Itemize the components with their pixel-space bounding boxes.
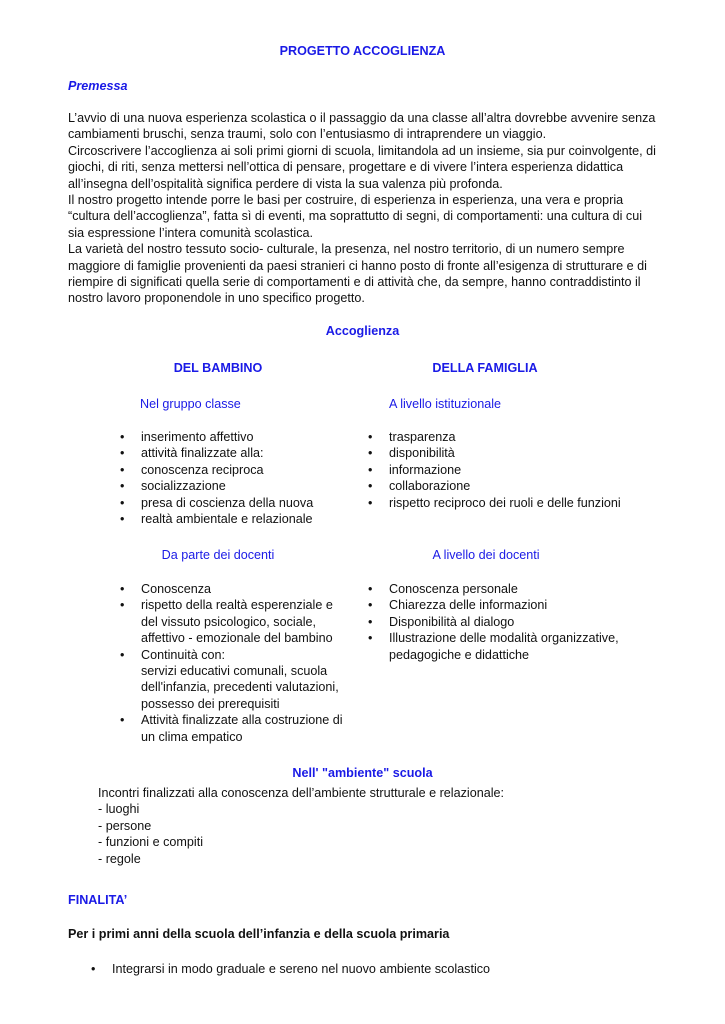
list-item: • attività finalizzate alla: xyxy=(119,445,359,461)
list-item xyxy=(367,581,667,597)
list-item xyxy=(367,614,667,630)
list-item-line: dell'infanzia, precedenti valutazioni, xyxy=(141,680,339,695)
da-parte-docenti-title: Da parte dei docenti xyxy=(161,548,275,562)
premessa-line: La varietà del nostro tessuto socio- culturale, la presenza, nel nostro territorio, di un numero sempre xyxy=(68,242,625,257)
ambiente-intro: Incontri finalizzati alla conoscenza dell’ambiente strutturale e relazionale: xyxy=(98,786,505,800)
list-item: • rispetto reciproco dei ruoli e delle funzioni xyxy=(367,495,667,511)
list-item-line: • Conoscenza personale xyxy=(389,582,518,596)
list-item-line: pedagogiche e didattiche xyxy=(389,647,530,662)
list-item: • collaborazione xyxy=(367,478,667,494)
list-item: • conoscenza reciproca xyxy=(119,462,359,478)
list-item-line: • Conoscenza xyxy=(141,582,212,596)
premessa-line: cambiamenti bruschi, senza traumi, solo con l’entusiasmo di intraprendere un viaggio. xyxy=(68,127,547,142)
finalita-list xyxy=(90,961,650,977)
livello-docenti-title: A livello dei docenti xyxy=(432,548,540,562)
list-item: • presa di coscienza della nuova xyxy=(119,495,359,511)
ambiente-item: - persone xyxy=(98,818,152,833)
list-item-line: affettivo - emozionale del bambino xyxy=(141,631,333,646)
finalita-subheading: Per i primi anni della scuola dell’infanzia e della scuola primaria xyxy=(68,927,450,941)
list-item: • Integrarsi in modo graduale e sereno nel nuovo ambiente scolastico xyxy=(90,961,650,977)
list-item xyxy=(367,630,667,663)
ambiente-item: - funzioni e compiti xyxy=(98,835,203,850)
list-item-line: servizi educativi comunali, scuola xyxy=(141,664,328,679)
list-item: • realtà ambientale e relazionale xyxy=(119,511,359,527)
famiglia-istituzionale-list xyxy=(367,429,667,511)
list-item-line: • Chiarezza delle informazioni xyxy=(389,598,548,613)
premessa-line: riempire di significati quella serie di comportamenti e di attività che, da sempre, hanno contraddistinto il xyxy=(68,275,641,290)
list-item xyxy=(119,647,359,713)
list-item xyxy=(119,597,359,646)
del-bambino-heading: DEL BAMBINO xyxy=(173,361,263,375)
list-item-line: • rispetto della realtà esperenziale e xyxy=(141,598,333,613)
premessa-line: nostro lavoro proponendole in uno specifico progetto. xyxy=(68,291,365,306)
nel-gruppo-classe-title: Nel gruppo classe xyxy=(140,397,241,411)
premessa-line: sia espressione l’intera comunità scolastica. xyxy=(68,225,313,240)
ambiente-item: - luoghi xyxy=(98,802,140,817)
list-item-line: possesso dei prerequisiti xyxy=(141,696,280,711)
list-item-line: • Continuità con: xyxy=(141,647,226,662)
premessa-line: all’insegna dell’ospitalità significa perdere di vista la sua valenza più profonda. xyxy=(68,176,503,191)
premessa-heading: Premessa xyxy=(68,79,128,93)
famiglia-docenti-list xyxy=(367,581,667,663)
finalita-heading: FINALITA’ xyxy=(68,893,128,907)
premessa-line: Il nostro progetto intende porre le basi per costruire, di esperienza in esperienza, una vera e propria xyxy=(68,193,624,208)
livello-istituzionale-title: A livello istituzionale xyxy=(389,397,502,411)
list-item: • informazione xyxy=(367,462,667,478)
list-item-line: del vissuto psicologico, sociale, xyxy=(141,614,317,629)
premessa-line: L’avvio di una nuova esperienza scolastica o il passaggio da una classe all’altra dovrebbe avvenire senza xyxy=(68,111,656,125)
list-item: • disponibilità xyxy=(367,445,667,461)
list-item-line: un clima empatico xyxy=(141,729,243,744)
premessa-line: giochi, di riti, senza mettersi nell’ottica di pensare, progettare e di vivere l’intera esperienza didattica xyxy=(68,160,624,175)
list-item xyxy=(119,581,359,597)
list-item-line: • Disponibilità al dialogo xyxy=(389,614,515,629)
della-famiglia-heading: DELLA FAMIGLIA xyxy=(432,361,538,375)
list-item-line: • Illustrazione delle modalità organizzative, xyxy=(389,631,619,646)
accoglienza-heading: Accoglienza xyxy=(325,324,400,338)
list-item xyxy=(119,712,359,745)
bambino-docenti-list xyxy=(119,581,359,745)
ambiente-text xyxy=(98,785,658,867)
list-item xyxy=(367,597,667,613)
premessa-line: “cultura dell’accoglienza”, fatta sì di eventi, ma soprattutto di segni, di comportamenti: una cultura di cui xyxy=(68,209,643,224)
bambino-gruppo-list xyxy=(119,429,359,527)
premessa-text xyxy=(68,110,688,307)
premessa-line: Circoscrivere l’accoglienza ai soli primi giorni di scuola, limitandola ad un insieme, sia pur coinvolgente, di xyxy=(68,143,656,158)
list-item: • trasparenza xyxy=(367,429,667,445)
list-item: • socializzazione xyxy=(119,478,359,494)
premessa-line: maggiore di famiglie provenienti da paesi stranieri ci hanno posto di fronte all’esigenza di strutturare e di xyxy=(68,258,647,273)
page-title: PROGETTO ACCOGLIENZA xyxy=(279,44,446,58)
ambiente-heading: Nell' "ambiente" scuola xyxy=(292,766,433,780)
ambiente-item: - regole xyxy=(98,851,141,866)
list-item: • inserimento affettivo xyxy=(119,429,359,445)
list-item-line: • Attività finalizzate alla costruzione di xyxy=(141,713,343,728)
